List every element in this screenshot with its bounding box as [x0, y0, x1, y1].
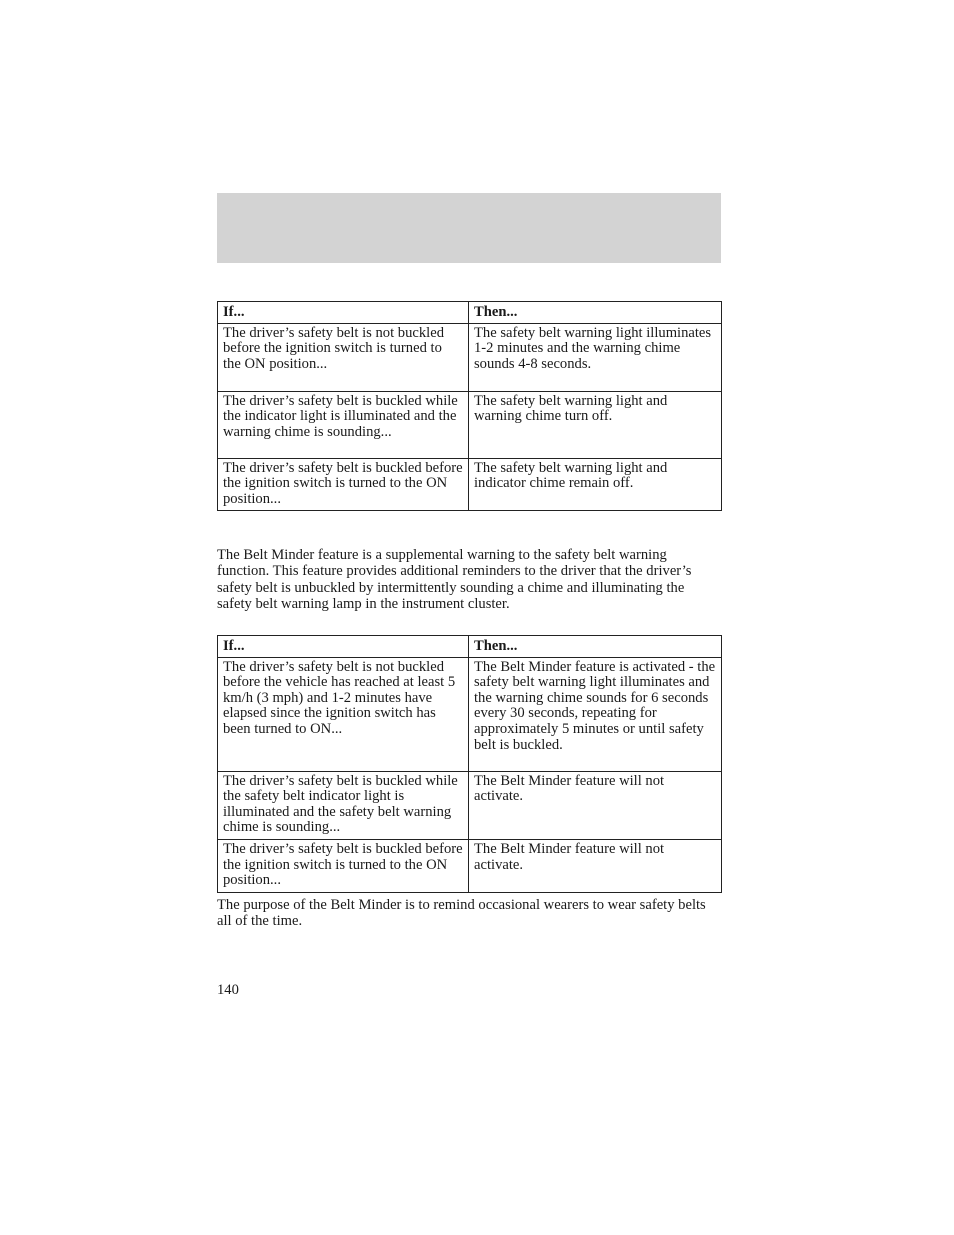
- table-row: [218, 771, 722, 839]
- condition-cell: The driver’s safety belt is buckled before the ignition switch is turned to the ON position...: [218, 458, 469, 511]
- result-cell: The Belt Minder feature will not activate.: [469, 771, 722, 839]
- table-row: [218, 323, 722, 391]
- table-row: [218, 839, 722, 892]
- belt-minder-purpose-paragraph: The purpose of the Belt Minder is to remind occasional wearers to wear safety belts all of the time.: [217, 897, 706, 930]
- result-cell: The Belt Minder feature is activated - the safety belt warning light illuminates and the warning chime sounds for 6 seconds every 30 seconds, repeating for approximately 5 minutes or until safety belt is buckled.: [469, 657, 722, 771]
- condition-cell: The driver’s safety belt is buckled while the safety belt indicator light is illuminated and the safety belt warning chime is sounding...: [218, 771, 469, 839]
- column-header-then: Then...: [469, 636, 722, 658]
- result-cell: The safety belt warning light illuminates 1-2 minutes and the warning chime sounds 4-8 seconds.: [469, 323, 722, 391]
- table-header-row: [218, 636, 722, 658]
- safety-belt-warning-table: [217, 301, 722, 511]
- belt-minder-intro-paragraph: The Belt Minder feature is a supplemental warning to the safety belt warning function. This feature provides additional reminders to the driver that the driver’s safety belt is unbuckled by intermittently sounding a chime and illuminating the safety belt warning lamp in the instrument cluster.: [217, 547, 692, 613]
- condition-cell: The driver’s safety belt is not buckled before the ignition switch is turned to the ON position...: [218, 323, 469, 391]
- column-header-if: If...: [218, 302, 469, 324]
- table-row: [218, 391, 722, 458]
- condition-cell: The driver’s safety belt is buckled before the ignition switch is turned to the ON position...: [218, 839, 469, 892]
- column-header-then: Then...: [469, 302, 722, 324]
- table-row: [218, 657, 722, 771]
- table-header-row: [218, 302, 722, 324]
- section-header-band: [217, 193, 721, 263]
- table-row: [218, 458, 722, 511]
- belt-minder-table: [217, 635, 722, 893]
- result-cell: The Belt Minder feature will not activate.: [469, 839, 722, 892]
- condition-cell: The driver’s safety belt is not buckled before the vehicle has reached at least 5 km/h (3 mph) and 1-2 minutes have elapsed since the ignition switch has been turned to ON...: [218, 657, 469, 771]
- page-number: 140: [217, 982, 239, 998]
- column-header-if: If...: [218, 636, 469, 658]
- result-cell: The safety belt warning light and warning chime turn off.: [469, 391, 722, 458]
- result-cell: The safety belt warning light and indicator chime remain off.: [469, 458, 722, 511]
- condition-cell: The driver’s safety belt is buckled while the indicator light is illuminated and the warning chime is sounding...: [218, 391, 469, 458]
